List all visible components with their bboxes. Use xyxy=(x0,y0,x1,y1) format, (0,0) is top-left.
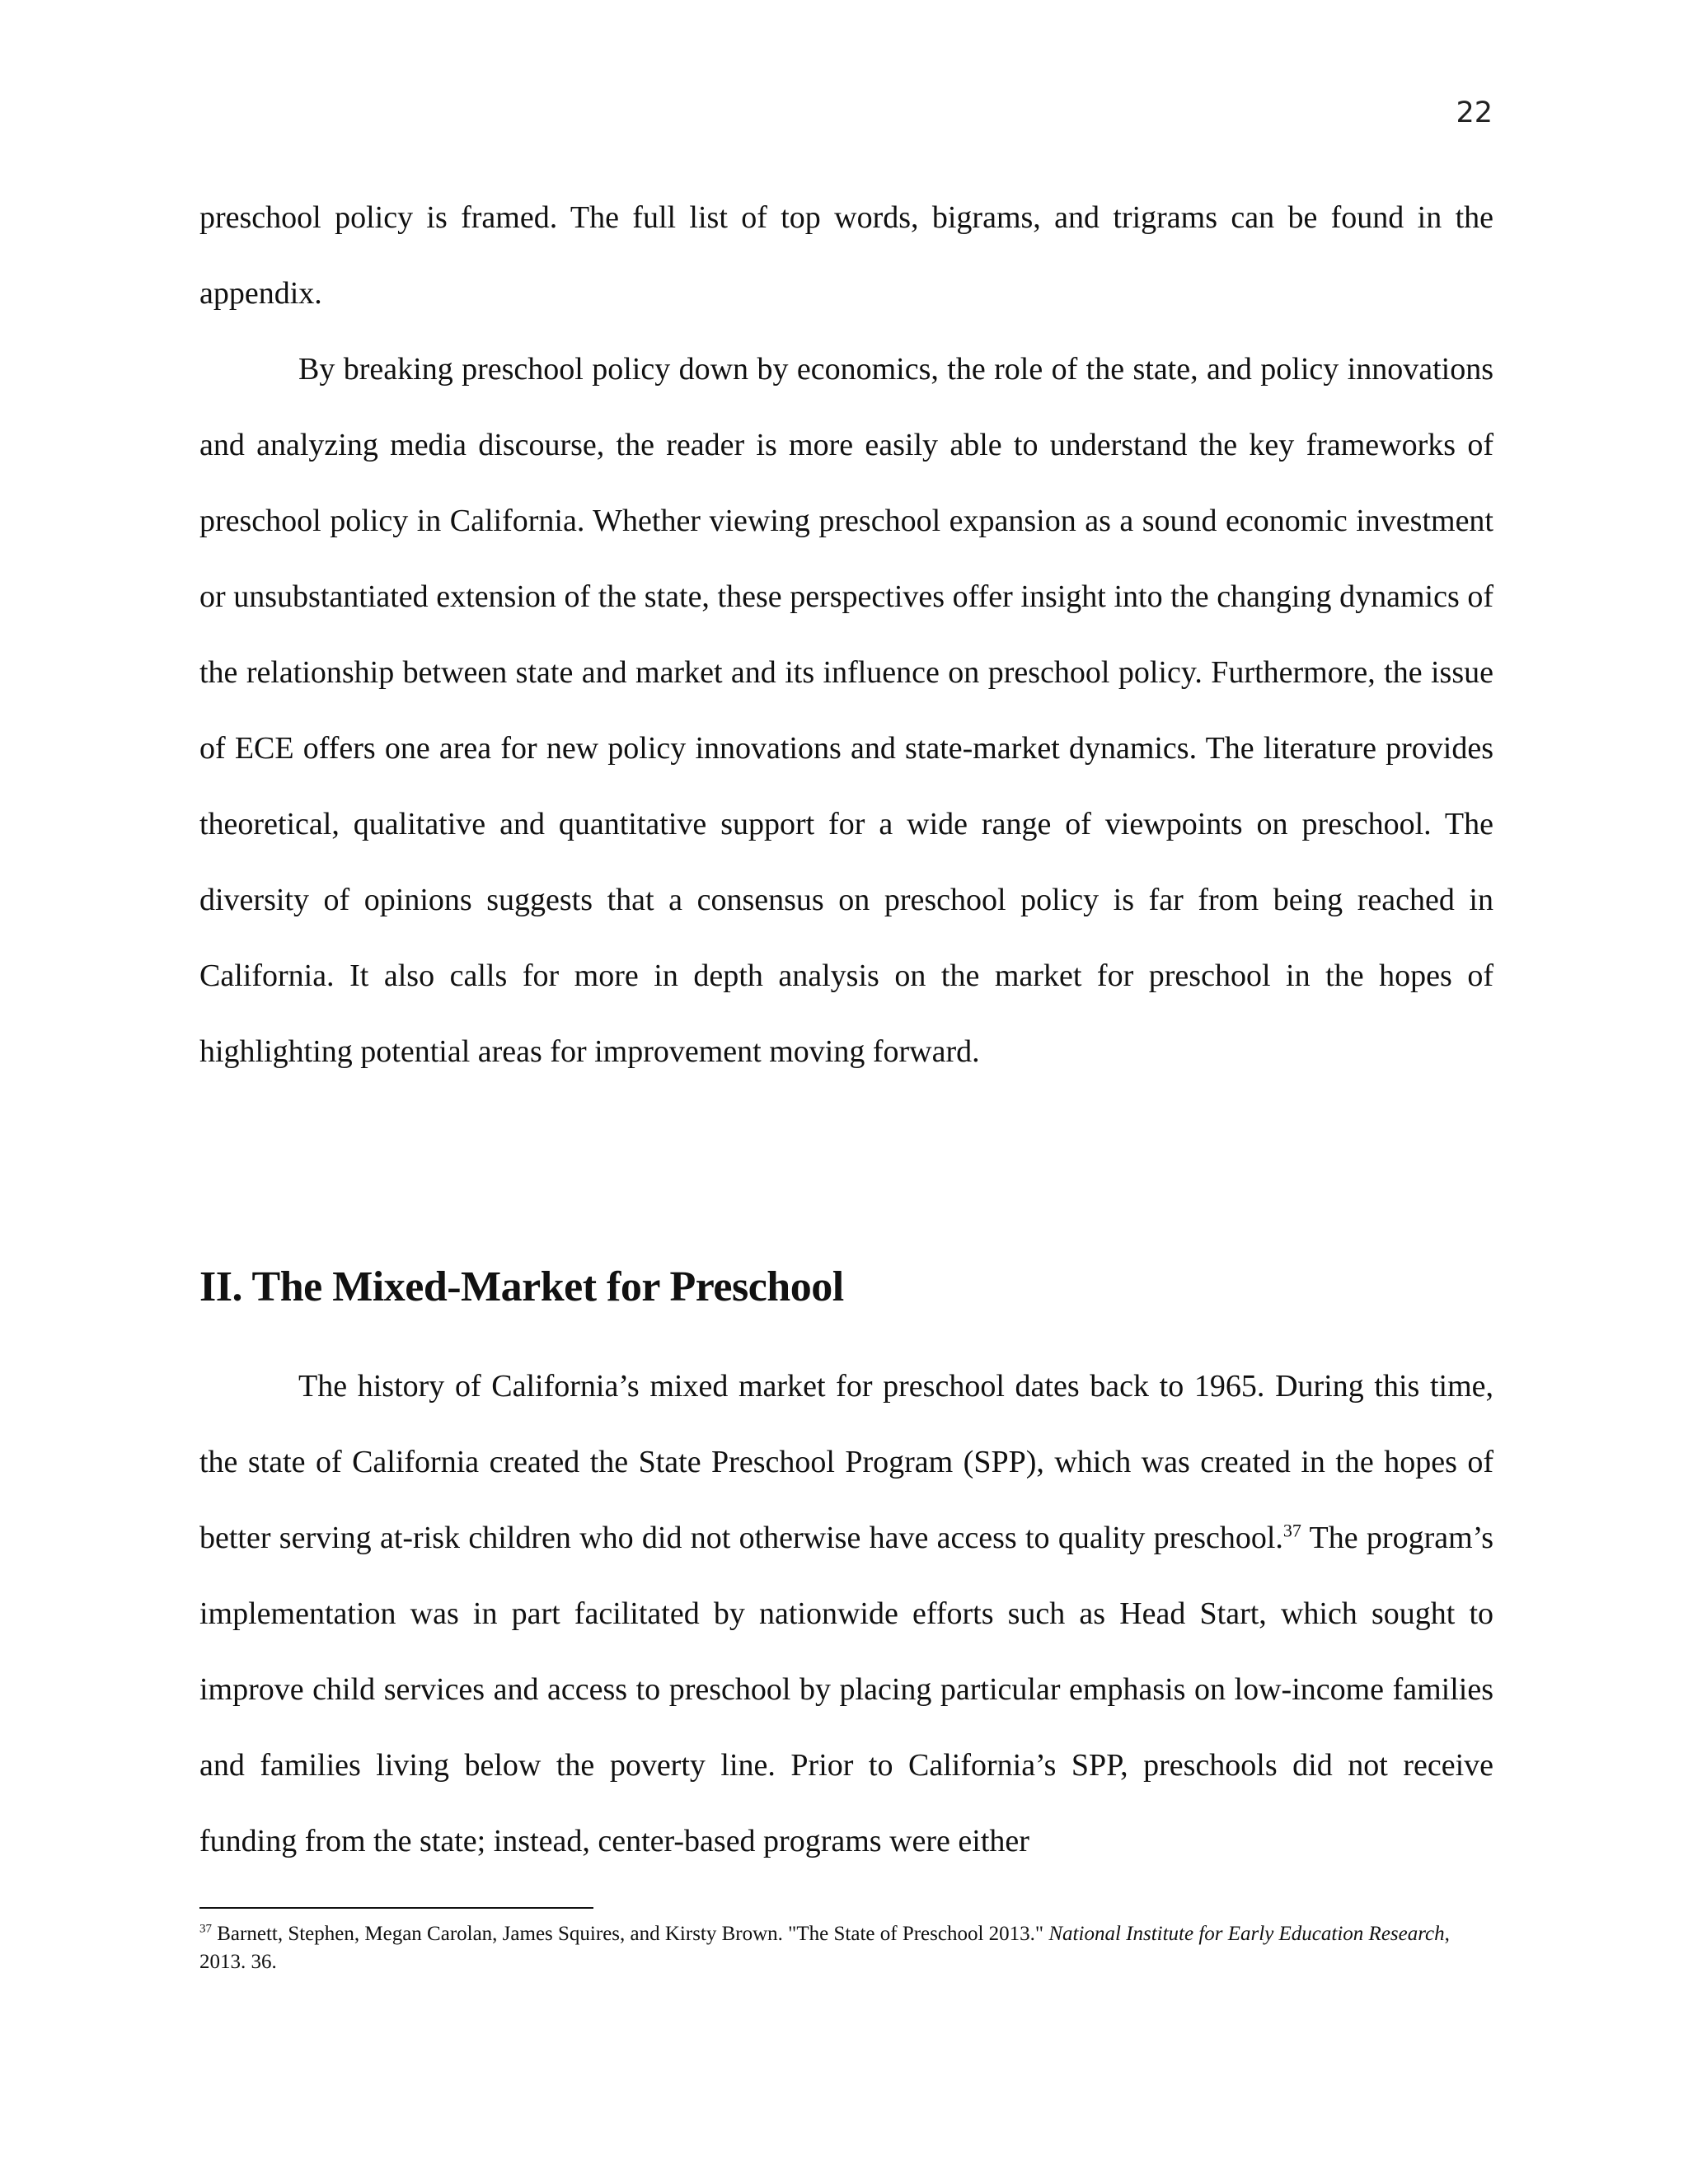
footnote-journal: National Institute for Early Education Research xyxy=(1048,1923,1445,1945)
paragraph xyxy=(199,1348,1493,1879)
paragraph-text: The history of California’s mixed market for preschool dates back to 1965. During this time, the state of California created the State Preschool Program (SPP), which was created in the hopes of better serving at-risk children who did not otherwise have access to quality preschool. xyxy=(199,1369,1493,1555)
footnote xyxy=(199,1920,1493,1976)
paragraph-text: The program’s implementation was in part facilitated by nationwide efforts such as Head Start, which sought to improve child services and access to preschool by placing particular emphasis on low-income families and families living below the poverty line. Prior to California’s SPP, preschools did not receive funding from the state; instead, center-based programs were either xyxy=(199,1521,1494,1858)
paragraph: By breaking preschool policy down by economics, the role of the state, and policy innovations and analyzing media discourse, the reader is more easily able to understand the key frameworks of preschool policy in California. Whether viewing preschool expansion as a sound economic investment or unsubstantiated extension of the state, these perspectives offer insight into the changing dynamics of the relationship between state and market and its influence on preschool policy. Furthermore, the issue of ECE offers one area for new policy innovations and state-market dynamics. The literature provides theoretical, qualitative and quantitative support for a wide range of viewpoints on preschool. The diversity of opinions suggests that a consensus on preschool policy is far from being reached in California. It also calls for more in depth analysis on the market for preschool in the hopes of highlighting potential areas for improvement moving forward. xyxy=(199,352,1493,1069)
footnote-text: Barnett, Stephen, Megan Carolan, James Squires, and Kirsty Brown. "The State of Preschool 2013." xyxy=(212,1923,1049,1945)
footnote-divider xyxy=(199,1907,593,1909)
section-body-text xyxy=(199,1348,1493,1879)
page-number: 22 xyxy=(1456,96,1493,129)
footnote-text: , 2013. 36. xyxy=(199,1923,1450,1973)
body-text-block xyxy=(199,180,1493,1090)
section-heading: II. The Mixed-Market for Preschool xyxy=(199,1263,844,1310)
footnote-number: 37 xyxy=(199,1922,212,1936)
paragraph: preschool policy is framed. The full list of top words, bigrams, and trigrams can be found in the appendix. xyxy=(199,200,1493,311)
footnote-reference: 37 xyxy=(1282,1520,1301,1541)
